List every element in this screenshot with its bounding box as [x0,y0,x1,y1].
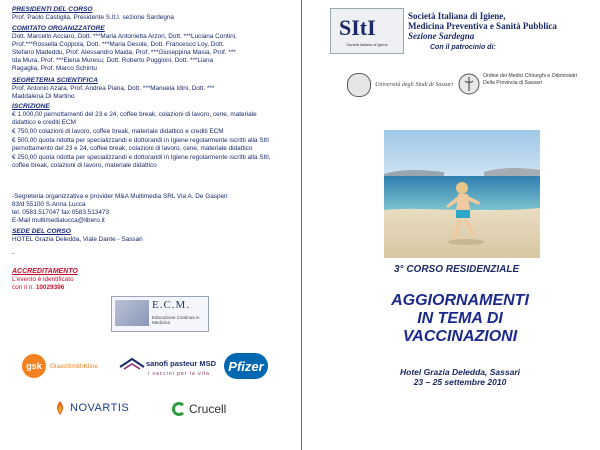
left-column [12,6,292,292]
society-line1: Società Italiana di Igiene, [408,11,506,21]
gsk-mark-icon: gsk [22,354,46,378]
siti-mark: SItI [339,15,376,40]
segreteria-title: SEGRETERIA SCIENTIFICA [12,77,98,84]
iscrizione-item: € 500,00 quota ridotta per specializzandi e dottorandi in Igiene regolarmente iscritti alla SItI pernottamento del 23 e 24, coffee break, colazioni di lavoro, cene, materiale didattico [12,137,269,152]
university-name: Università degli Studi di Sassari [375,82,453,88]
crucell-logo [172,402,226,416]
accreditamento-prefix: con il n. [12,284,36,291]
accreditamento-line: L'evento è identificato [12,276,74,283]
siti-logo [330,8,404,54]
page-divider [301,0,302,450]
ordine-emblem-icon [458,73,480,95]
ecm-subtitle: Educazione Continua in Medicina [152,315,200,325]
accreditamento-number: 10029396 [35,284,65,291]
novartis-name: NOVARTIS [70,402,130,414]
crucell-mark-icon [172,402,186,416]
sanofi-logo [118,355,216,377]
pfizer-name: Pfizer [224,353,268,379]
comitato-line: Stefano Madeddu, Prof. Alessandro Maida, Prof. ***Giuseppina Masia, Prof. *** [12,49,236,56]
ecm-logo [111,296,209,332]
ordine-name [483,73,577,86]
gsk-name: GlaxoSmithKline [50,362,99,370]
segreteria-line: Prof. Antonio Azara, Prof. Andrea Piana, Dott. ***Manuela Idini, Dott. *** [12,85,215,92]
venue-and-dates [370,367,550,387]
sanofi-name: sanofi pasteur MSD [146,358,217,368]
university-seal-icon [347,73,371,97]
ordine-line1: Ordine dei Medici Chirurghi e Odontoiatri [483,73,577,79]
novartis-flame-icon [54,400,66,416]
venue: Hotel Grazia Deledda, Sassari [400,367,520,377]
dates: 23 – 25 settembre 2010 [413,377,507,387]
society-line3: Sezione Sardegna [408,31,475,41]
sanofi-tagline: i vaccini per la vita [148,371,210,377]
ecm-title: E.C.M. [152,299,191,311]
course-title [370,292,550,346]
sede-text: HOTEL Grazia Deledda, Viale Dante - Sassari [12,236,143,243]
course-title-line1: AGGIORNAMENTI [391,292,529,309]
dash-marker: - [12,250,15,257]
provider-line: -Segreteria organizzativa e provider M&A Multimedia SRL Via A. De Gasperi [12,193,228,200]
comitato-line: Ida Mura, Prof. ***Elena Muresu, Dott. Roberto Puggioni, Dott. ***Liana [12,57,214,64]
society-name [408,11,588,41]
patrocinio-label: Con il patrocinio di: [430,44,496,51]
comitato-line: Prof.***Rossella Coppola, Dott. ***Maria Desole, Dott. Francesco Loy, Dott. [12,41,225,48]
presidenti-title: PRESIDENTI DEL CORSO [12,6,93,13]
ordine-line2: Della Provincia di Sassari [483,79,542,86]
iscrizione-item: € 1.000,00 pernottamenti del 23 e 24, coffee break, colazioni di lavoro, cene, materiale didattico e crediti ECM [12,111,257,126]
ordine-logo [458,73,577,95]
iscrizione-title: ISCRIZIONE [12,103,50,110]
gsk-logo [22,354,98,378]
comitato-list [12,33,292,73]
accreditamento-title: ACCREDITAMENTO [12,268,78,275]
comitato-line: Ragaglia, Prof. Marco Schintu [12,65,97,72]
course-title-line2: IN TEMA DI [417,310,503,327]
crucell-name: Crucell [189,402,227,416]
ecm-people-icon [115,300,149,326]
iscrizione-item: € 750,00 colazioni di lavoro, coffee break, materiale didattico e crediti ECM [12,128,224,135]
course-edition: 3° CORSO RESIDENZIALE [394,264,520,275]
pfizer-logo [224,353,268,379]
provider-email[interactable]: E-Mail multimedialucca@libero.it [12,217,105,224]
society-line2: Medicina Preventiva e Sanità Pubblica [408,21,557,31]
novartis-logo [54,400,129,416]
presidenti-text: Prof. Paolo Castiglia, Presidente S.It.I. sezione Sardegna [12,14,174,21]
siti-subtitle: Società Italiana di Igiene [346,43,388,47]
provider-line: tel. 0583.517047 fax 0583.513473 [12,209,110,216]
beach-child-photo [384,130,540,258]
beach-photo-image [384,130,540,258]
provider-line: 83/d 55100 S.Anna Lucca [12,201,86,208]
iscrizione-item: € 250,00 quota ridotta per specializzandi e dottorandi in Igiene regolarmente iscritti alla SItI, coffee break, colazioni di lavoro, materiale didattico [12,154,271,169]
segreteria-line: Maddalena Di Martino [12,93,75,100]
comitato-title: COMITATO ORGANIZZATORE [12,25,105,32]
sanofi-arrows-icon [118,355,146,371]
sede-title: SEDE DEL CORSO [12,228,71,235]
course-title-line3: VACCINAZIONI [402,328,518,345]
right-column [310,0,600,450]
accreditamento-number-line [12,284,292,292]
university-logo [347,73,453,97]
comitato-line: Dott. Marcello Acciaro, Dott. ***Maria Antonietta Arzori, Dott. ***Luciana Contini, [12,33,237,40]
